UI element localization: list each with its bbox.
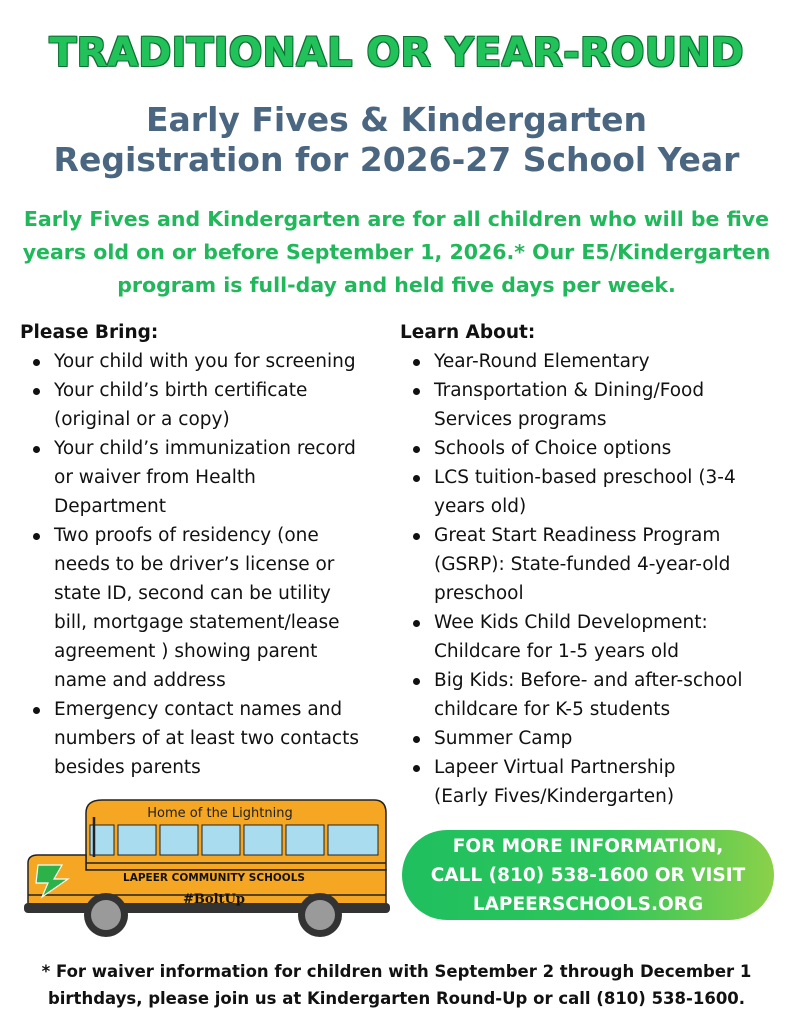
please-bring-list xyxy=(20,347,390,782)
cta-line: FOR MORE INFORMATION, xyxy=(452,835,724,857)
list-item-line: Year-Round Elementary xyxy=(434,351,650,372)
intro-line: Early Fives and Kindergarten are for all children who will be five xyxy=(23,207,770,231)
list-item xyxy=(400,724,780,753)
list-item xyxy=(20,347,390,376)
list-item-line: besides parents xyxy=(54,757,201,778)
list-item xyxy=(20,376,390,434)
list-item xyxy=(400,347,780,376)
intro-paragraph xyxy=(20,203,773,302)
list-item xyxy=(20,695,390,782)
list-item xyxy=(400,666,780,724)
list-item-line: needs to be driver’s license or xyxy=(54,554,335,575)
bus-wheel xyxy=(84,893,128,937)
list-item-line: Wee Kids Child Development: xyxy=(434,612,708,633)
list-item-line: Transportation & Dining/Food xyxy=(434,380,705,401)
footnote xyxy=(20,958,773,1012)
bus-window xyxy=(328,825,378,855)
list-item xyxy=(400,434,780,463)
list-item-line: (GSRP): State-funded 4-year-old xyxy=(434,554,731,575)
list-item xyxy=(400,463,780,521)
cta-line: CALL (810) 538-1600 OR VISIT xyxy=(430,864,746,886)
list-item-line: Great Start Readiness Program xyxy=(434,525,721,546)
list-item xyxy=(400,376,780,434)
list-item-line: or waiver from Health xyxy=(54,467,256,488)
please-bring-section xyxy=(20,318,390,782)
bus-side-text: LAPEER COMMUNITY SCHOOLS xyxy=(123,872,305,884)
list-item-line: Your child’s birth certificate xyxy=(54,380,308,401)
list-item-line: Emergency contact names and xyxy=(54,699,343,720)
list-item-line: Your child’s immunization record xyxy=(54,438,356,459)
list-item-line: Summer Camp xyxy=(434,728,573,749)
list-item-line: Schools of Choice options xyxy=(434,438,672,459)
bus-wheel xyxy=(298,893,342,937)
school-bus-illustration xyxy=(24,795,394,945)
subtitle xyxy=(0,100,793,180)
bus-window xyxy=(244,825,282,855)
list-item-line: Childcare for 1-5 years old xyxy=(434,641,680,662)
list-item-line: years old) xyxy=(434,496,527,517)
list-item-line: Your child with you for screening xyxy=(54,351,356,372)
subtitle-line: Registration for 2026-27 School Year xyxy=(53,140,740,179)
bus-hashtag: #BoltUp xyxy=(183,892,245,907)
list-item xyxy=(20,521,390,695)
please-bring-heading: Please Bring: xyxy=(20,322,159,343)
list-item-line: Big Kids: Before- and after-school xyxy=(434,670,743,691)
list-item-line: preschool xyxy=(434,583,524,604)
list-item-line: name and address xyxy=(54,670,226,691)
footnote-line: * For waiver information for children with September 2 through December 1 xyxy=(41,962,752,981)
bus-window xyxy=(286,825,324,855)
list-item-line: state ID, second can be utility xyxy=(54,583,331,604)
subtitle-line: Early Fives & Kindergarten xyxy=(145,100,647,139)
list-item-line: bill, mortgage statement/lease xyxy=(54,612,340,633)
headline: TRADITIONAL OR YEAR-ROUND xyxy=(49,30,744,76)
list-item-line: agreement ) showing parent xyxy=(54,641,318,662)
learn-about-list xyxy=(400,347,780,811)
list-item-line: (original or a copy) xyxy=(54,409,230,430)
list-item xyxy=(400,608,780,666)
learn-about-section xyxy=(400,318,780,811)
bus-window xyxy=(118,825,156,855)
list-item-line: numbers of at least two contacts xyxy=(54,728,359,749)
list-item-line: Lapeer Virtual Partnership xyxy=(434,757,676,778)
list-item xyxy=(400,521,780,608)
intro-line: years old on or before September 1, 2026.* Our E5/Kindergarten xyxy=(22,240,771,264)
bus-window xyxy=(160,825,198,855)
bus-top-text: Home of the Lightning xyxy=(147,806,293,821)
list-item xyxy=(20,434,390,521)
bus-window xyxy=(202,825,240,855)
footnote-line: birthdays, please join us at Kindergarten Round-Up or call (810) 538-1600. xyxy=(47,989,746,1008)
list-item-line: childcare for K-5 students xyxy=(434,699,671,720)
list-item xyxy=(400,753,780,811)
more-info-callout xyxy=(402,830,774,920)
list-item-line: Services programs xyxy=(434,409,607,430)
list-item-line: Department xyxy=(54,496,166,517)
list-item-line: LCS tuition-based preschool (3-4 xyxy=(434,467,736,488)
list-item-line: Two proofs of residency (one xyxy=(54,525,319,546)
learn-about-heading: Learn About: xyxy=(400,322,536,343)
list-item-line: (Early Fives/Kindergarten) xyxy=(434,786,675,807)
cta-line: LAPEERSCHOOLS.ORG xyxy=(472,893,704,915)
intro-line: program is full-day and held five days per week. xyxy=(117,273,676,297)
